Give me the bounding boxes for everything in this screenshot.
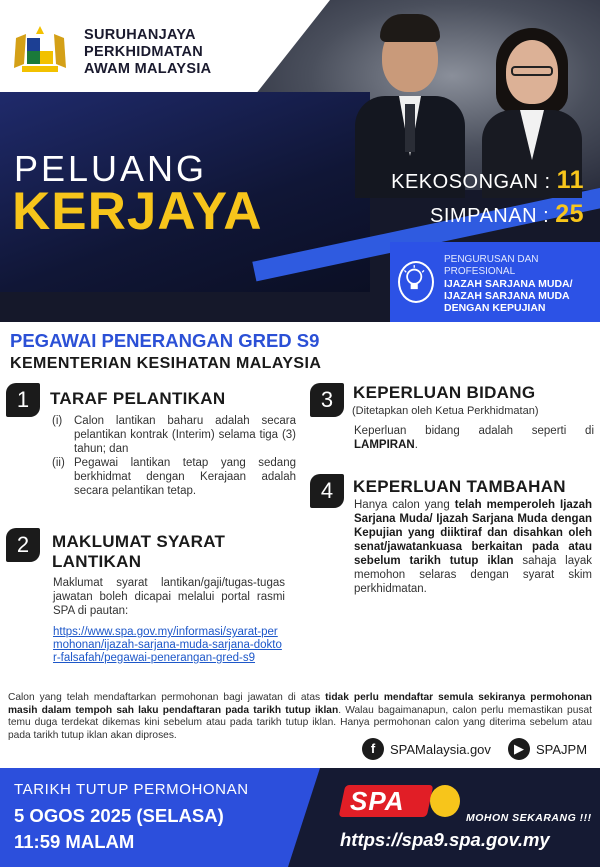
closing-date: 5 OGOS 2025 (SELASA): [14, 805, 224, 826]
section-title-keperluan-tambahan: KEPERLUAN TAMBAHAN: [353, 477, 566, 496]
closing-time: 11:59 MALAM: [14, 831, 135, 852]
lampiran-label: LAMPIRAN: [354, 439, 415, 451]
list-item-text: Pegawai lantikan tetap yang sedang berkhidmat dengan Kerajaan adalah secara pelantikan tetap.: [74, 457, 296, 497]
reserve-count: [430, 200, 584, 229]
org-name: [84, 27, 211, 78]
section-title-taraf-pelantikan: TARAF PELANTIKAN: [50, 389, 226, 408]
malaysia-coat-of-arms-icon: [8, 24, 72, 76]
section-number-4: 4: [310, 474, 344, 508]
facebook-link[interactable]: [362, 738, 491, 760]
title-peluang: PELUANG: [14, 148, 208, 189]
vacancy-label: KEKOSONGAN :: [391, 171, 551, 193]
keperluan-bidang-text: [354, 424, 594, 452]
ministry-name: KEMENTERIAN KESIHATAN MALAYSIA: [10, 355, 322, 372]
section-number-3: 3: [310, 383, 344, 417]
org-name-line1: SURUHANJAYA: [84, 27, 196, 43]
section-number-1: 1: [6, 383, 40, 417]
category-label: [444, 254, 538, 278]
section-title-line1: MAKLUMAT SYARAT: [52, 532, 226, 551]
category-line1: PENGURUSAN DAN: [444, 254, 539, 265]
closing-date-label: TARIKH TUTUP PERMOHONAN: [14, 781, 249, 798]
keperluan-bidang-subtitle: (Ditetapkan oleh Ketua Perkhidmatan): [352, 405, 539, 417]
appointment-list: [52, 414, 296, 498]
maklumat-syarat-text: Maklumat syarat lantikan/gaji/tugas-tugas jawatan boleh dicapai melalui portal rasmi SPA di pautan:: [53, 577, 285, 617]
job-title: PEGAWAI PENERANGAN GRED S9: [10, 330, 320, 351]
lightbulb-icon: [398, 261, 434, 303]
title-kerjaya: KERJAYA: [12, 182, 263, 241]
org-name-line2: PERKHIDMATAN: [84, 44, 204, 60]
qualification-line2: IJAZAH SARJANA MUDA: [444, 290, 570, 302]
vacancy-number: 11: [556, 166, 584, 194]
keperluan-tambahan-text-b: telah memperoleh Ijazah Sarjana Muda/ Ijazah Sarjana Muda dengan Kepujian yang diiktiraf dan disahkan oleh senat/jawatankuasa berkaitan pada atau sebelum tarikh tutup iklan: [354, 499, 592, 567]
spa9-logo: [342, 785, 464, 823]
keperluan-tambahan-text: [354, 498, 592, 596]
list-item: [52, 414, 296, 456]
keperluan-bidang-text-c: .: [414, 439, 418, 451]
youtube-label: SPAJPM: [536, 741, 588, 757]
facebook-icon: f: [362, 738, 384, 760]
list-item: [52, 456, 296, 498]
spa-logo-text: SPA: [350, 786, 405, 816]
syarat-link[interactable]: https://www.spa.gov.my/informasi/syarat-permohonan/ijazah-sarjana-muda-sarjana-doktor-falsafah/pegawai-penerangan-gred-s9: [53, 626, 282, 664]
keperluan-tambahan-text-a: Hanya calon yang: [354, 499, 455, 511]
note-part-a: Calon yang telah mendaftarkan permohonan bagi jawatan di atas: [8, 692, 326, 703]
reserve-label: SIMPANAN :: [430, 205, 550, 227]
keperluan-bidang-text-a: Keperluan bidang adalah seperti di: [354, 425, 594, 437]
application-note: [8, 692, 592, 742]
qualification-label: [444, 278, 573, 314]
category-line2: PROFESIONAL: [444, 266, 516, 277]
facebook-label: SPAMalaysia.gov: [390, 741, 491, 757]
section-title-keperluan-bidang: KEPERLUAN BIDANG: [353, 383, 536, 402]
list-item-marker: (ii): [52, 457, 65, 469]
list-item-text: Calon lantikan baharu adalah secara pelantikan kontrak (Interim) selama tiga (3) tahun; dan: [74, 415, 296, 455]
youtube-icon: ▶: [508, 738, 530, 760]
spa9-url-link[interactable]: https://spa9.spa.gov.my: [340, 829, 550, 850]
section-title-line2: LANTIKAN: [52, 552, 142, 571]
org-name-line3: AWAM MALAYSIA: [84, 61, 212, 77]
list-item-marker: (i): [52, 415, 63, 427]
reserve-number: 25: [555, 200, 584, 228]
note-part-c: . Walau bagaimanapun, calon perlu memastikan pusat temu duga terdekat dikemas kini sebelum atau pada tarikh tutup iklan. Hanya permohonan calon yang diterima sebelum atau pada tarikh tutup iklan akan diproses.: [8, 704, 592, 741]
qualification-line3: DENGAN KEPUJIAN: [444, 302, 546, 314]
qualification-line1: IJAZAH SARJANA MUDA/: [444, 278, 573, 290]
section-number-2: 2: [6, 528, 40, 562]
section-title-maklumat-syarat: [52, 532, 225, 572]
keperluan-tambahan-text-c: sahaja layak memohon selaras dengan syarat skim perkhidmatan.: [354, 555, 593, 595]
note-part-b: tidak perlu mendaftar semula sekiranya permohonan masih dalam tempoh sah laku pendaftaran pada tarikh tutup iklan: [8, 692, 592, 716]
apply-now-label: MOHON SEKARANG !!!: [466, 812, 592, 824]
vacancy-count: [391, 166, 584, 195]
youtube-link[interactable]: [508, 738, 587, 760]
